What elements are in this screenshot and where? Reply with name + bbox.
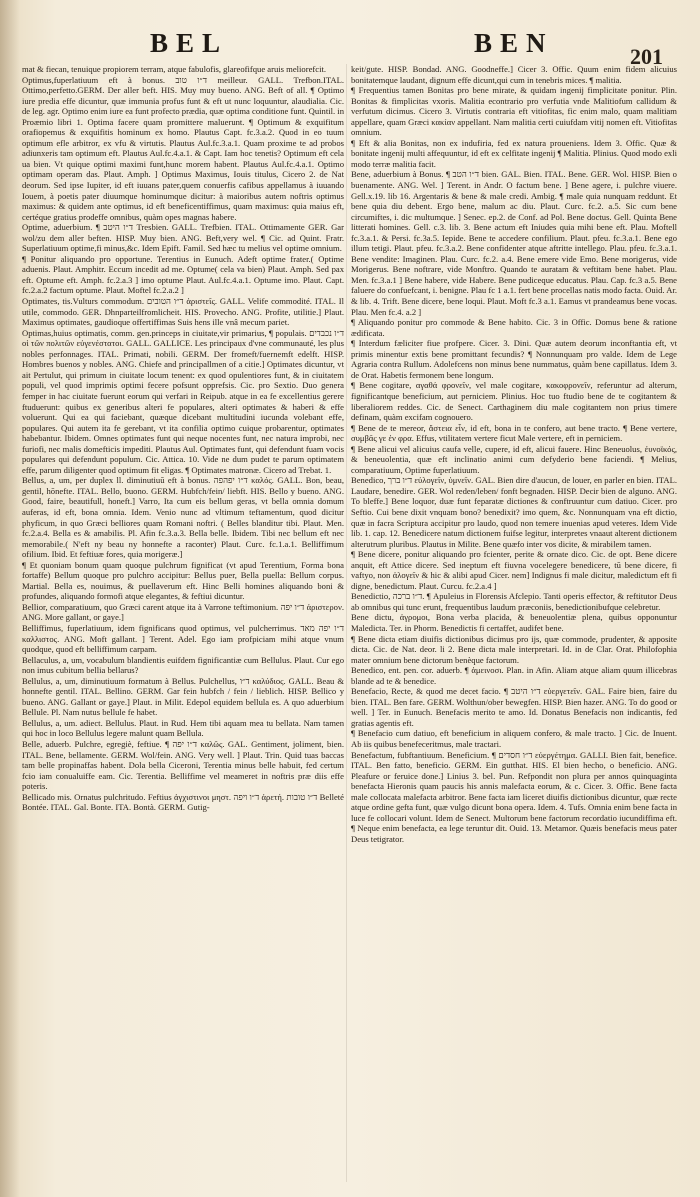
entry-paragraph: Bellus, a, um, per duplex ll. diminutiuū eft à bonus. ד״ו יפהפה καλός. GALL. Bon, beau, gentil, hōnefte. ITAL. Bello, buono. GERM. Hubfch/fein/ liebft. HIS. Bello y bueno. ANG. Good, faire, beautifull, honeft.] Varro, Ita cum eis bellum geras, vt bella omnia domum auferas, id eft, bona omnia. Idem. Venio nunc ad vltimum teftamentum, quod dicitur phyficum, in quo Græci belliores quam Romani noftri. ( Belles blanditur tibi. Plaut. Men. fc.2.a.4. Bella es & amabilis. Pl. Afin fc.3.a.3. Bella belle. Ibidem. Tibi nec bellum eft nec memorabile.( N'eft ny beau ny honnefte a raconter) Plaut. Curc. fc.1.a.1. Belliffimum ofilium. Ibid. Et feftiuæ fores, quia morigeræ.] — [22, 475, 344, 560]
entry-paragraph: ¶ Aliquando ponitur pro commode & Bene habito. Cic. 3 in Offic. Domus bene & ratione ædificata. — [351, 317, 677, 338]
page-number: 201 — [630, 44, 663, 69]
entry-paragraph: Bene, aduerbium à Bonus. ¶ ד״ו הטב bien. GAL. Bien. ITAL. Bene. GER. Wol. HISP. Bien o buenamente. ANG. Wel. ] Terent. in Andr. O factum bene. ] Bene agere, i. pulchre viuere. Gell.x.19. lib 16. Argentaris & bene & male credi. Ambig. ¶ male quia nunquam reddunt. Et bene quia diu debent. Ergo bene, malum ac diu. Plaut. Curc. fc.2. a.5. Sic cum bene circumiftes, i. dic multumque. ] Senec. ep.2. de Conf. ad Pol. Bene doctus. Gell. Quinta Bene litterati homines. Gell. c.3. lib. 3. Bene actum eft Iniudes quia mihi bene eft. Plau. Moftell fc.3.a.1. & Persi. fc.3a.5. Iepide. Bene te accedere confilium. Plaut. pfeu. fc.3.a.1. Bene ego illum tetigi. Plaut. pfeu. fc.3.a.2. Bene confidenter atque aftritte intellego. Plau. pfeu. fc.3.a.1. Bene vendite: Imaginen. Plau. Curc. fc.2. a.4. Bene emere vide Emo. Bene morigerus, vide Morigerus. Bene noftrare, vide Monftro. Quando te auratam & veftitam bene habet. Plau. Men. fc.3.a.1 ] Bene habere, vide Habere. Bene pudiceque educatus. Plau. Cap. fc.3 a.5. Bene faluere do confuefcant, i. benigne. Plau fc 1 a.1. fert bene procellas natis modo facta. Ouid. Ar. & lib. 4. Trift. Bene dicere, bene loqui. Plaut. Moft fc.3 a.1. Eamus vt prandeamus bene vocas. Plau. Men fc.4. a.2 ] — [351, 169, 677, 317]
entry-paragraph: Optimas,huius optimatis, comm. gen.princeps in ciuitate,vir primarius, ¶ populais. ד״ו נכבדים οἱ τῶν πολιτῶν εὐγενέστατοι. GALL. GALLICE. Les principaux d'vne communauté, les plus nobles perfonnages. ITAL. Primati, nobili. GERM. Der fromeft/fuernemft edelft. HISP. Hombres buenos y nobles. ANG. Chiefe and principallmen of a citie.] Optimates dicuntur, vt ait Pertulut, qui primum in ciuitate locum tenent: ex quod opulentiores funt, & in ciuitatem populi, vel quod imprimis optimi fecere pofsunt opprefsis. Cic. pro Sextio. Duo genera femper in hac ciuitate fuerunt eorum qui verfari in Reipub. atque in ea fe excellentius gerere ftuduerunt: quibus ex generibus alteri fe populares, alteri optimates & haberi & effe voluerunt. Qui ea qui faciebant, quæque dicebant multitudini iucunda volebant effe, populares. Qui autem ita fe gerebant, vt ita confilia optimo cuique probarentur, optimates habebantur. Ibidem. Omnes optimates funt qui neque nocentes funt, nec natura improbi, nec furiofi, nec malis domefticis impediti. Plautus Aul. Optimates funt, qui defendunt fuam vocis populares qui defendunt populum. Cic. Attica. 10. Vide ne dum pudet te parum optimatem effe, parum diligenter quod optimum fit eligas. ¶ Optimates matronæ. Cicero ad Trebat. 1. — [22, 327, 344, 475]
entry-paragraph: Benedico, ד״ו ברך εὐλογεῖν, ὑμνεῖν. GAL. Bien dire d'aucun, de louer, en parler en bien. ITAL. Laudare, benedire. GER. Wol reden/leben/ fonft begnaden. HISP. Decir bien de alguno. ANG. To bleffe.] Bene loquor, duæ funt feparatæ dictiones & conftruuntur cum datiuo. Cicer. pro Seftio. Cui bene dixit vnquam bono? benedixit? imo quem, &c. Nonnunquam vna eft dictio, quæ in facra Scriptura accipitur pro laudo, quod non temere inuenias apud veteres. Idem Vide lib. 1. cap. 12. Benedicere natum dictionem fuifse legitur, interpretes vnaaut alterent dictionem alterutrum pluribus. Plautus in Milite. Bene quæfo inter vos dicite, & mirabilem tamen. — [351, 475, 677, 549]
entry-paragraph: Belliffimus, fuperlatiuum, idem fignificans quod optimus, vel pulcherrimus. ד״ו יפה מאד καλλιστος. ANG. Moft gallant. ] Terent. Adel. Ego iam profpiciam mihi atque vnum quodque, quod eft belliffimum carpam. — [22, 622, 344, 655]
entry-paragraph: ¶ Bene alicui vel alicuius caufa velle, cupere, id eft, alicui fauere. Hinc Beneuolus, ἐυνοϊκός, & beneuolentia, quæ eft inclinatio animi cum defyderio bene faciendi. ¶ Melius, comparatiuum, Optime fuperlatiuum. — [351, 443, 677, 475]
entry-paragraph: Bellulus, a, um. adiect. Bellulus. Plaut. in Rud. Hem tibi aquam mea tu bellata. Nam tamen qui hoc in loco Bellulus legere malunt quam Bellula. — [22, 717, 344, 739]
entry-paragraph: Benefactum, fubftantiuum. Beneficium. ¶ ד״ו חסדים εὐεργέτημα. GALLI. Bien fait, benefice. ITAL. Ben fatto, beneficio. GERM. Ein gutthat. HIS. El bien hecho, o beneficio. ANG. Pleafure or feruice done.] Linius 3. bel. Pun. Refpondit non plura per annos quinquaginta benefacta Hieronis quam paucis his annis malefacta eorum, & c. Cicer. 3. Offic. Bene facta male collocata malefacta arbitror. Bene facta iam liceret diuifis dictionibus dicuntur, quæ recte atque ordine gefta funt, quæ vulgo dicunt bona opera. Idem. 4. Tufs. Omnia enim bene facta in luce fe collocari volunt. Idem de Senect. Multorum bene factorum recordatio iucundiffima eft. ¶ Neque enim benefacta, ea lege teruntur dit. Ouid. 13. Metamor. Quæis benefacis meus pater Deus tetigrator. — [351, 749, 677, 844]
entry-paragraph: ¶ Interdum fæliciter fiue profpere. Cicer. 3. Dini. Quæ autem deorum inconftantia eft, vt primis minentur extis bene promittant fecundis? ¶ Nonnunquam pro valde. Idem de Lege Agraria contra Rullum. Adolefcens non minus bene nummatus, quàm bene capillatus. Idem 3. de Orat. Habetis fermonem bene longum. — [351, 338, 677, 380]
entry-paragraph: Optime, aduerbium. ¶ ד״ו היטב Tresbien. GALL. Trefbien. ITAL. Ottimamente GER. Gar wol/zu dem aller beften. HISP. Muy bien. ANG. Beft,very wel. ¶ Cic. ad Quint. Fratr. Superlatiuum optime,fi minus,&c. Idem Epift. Famil. Sed hæc tu melius vel optime omnium. — [22, 222, 344, 254]
entry-paragraph: Benedico, ent. pen. cor. aduerb. ¶ ἀμεινοσι. Plan. in Afin. Aliam atque aliam quum illicebras blande ad te & benedice. — [351, 665, 677, 686]
entry-paragraph: Bellulus, a, um, diminutiuum formatum à Bellus. Pulchellus, ד״ו καλύδιος. GALL. Beau & honnefte gentil. ITAL. Bellino. GERM. Gar fein hubfch / fein / lieblich. HISP. Bellico y bueno. ANG. Gallant or gaye.] Plaut. in Milit. Edepol equidem bellula es. A quo aduerbium Bellule. Pl. Nam nutus bellule fe habet. — [22, 675, 344, 718]
entry-paragraph: ¶ Bene de te mereor, ἄστεια εἶν, id eft, bona in te confero, aut bene tracto. ¶ Bene vertere, συμβᾶς γε ἐν φρα. Effus, vtilitatem vertere ficut Male vertere, eft in perniciem. — [351, 422, 677, 444]
entry-paragraph: Optimates, tis.Vulturs commodum. ד״ו הטובים ἀριστεῖς. GALL. Velife commodité. ITAL. Il utile, commodo. GER. Dhnparteilfromlicheit. HIS. Provecho. ANG. Profite, utilitie.] Plaut. Maximus optimates, gaudioque offertiffimas Suis hens ille vnâ mecum pariet. — [22, 296, 344, 328]
column-divider — [346, 64, 347, 1182]
entry-paragraph: ¶ Benefacio cum datiuo, eft beneficium in aliquem confero, & male tracto. ] Cic. de Inuent. Ab iis quibus benefeceritmus, male tractari. — [351, 728, 677, 749]
entry-paragraph: Bellaculus, a, um, vocabulum blandientis euifdem fignificantiæ cum Bellulus. Plaut. Cur ego non imus cubitum bellia bellarus? — [22, 654, 344, 676]
entry-paragraph: Benefacio, Recte, & quod me decet facio. ¶ ד״ו היטב εὐεργετεῖν. GAL. Faire bien, faire du bien. ITAL. Ben fare. GERM. Wolthun/ober bewegfen. HISP. Bien hazer. ANG. To do good or well. ] Ter. in Eunuch. Benefacis merito te amo. Id. Donatus Benefacis non indicantis, fed gratias agentis eft. — [351, 686, 677, 728]
entry-paragraph: Bellior, comparatiuum, quo Græci carent atque ita à Varrone teftimonium. ד״ו יפה ἀριστερον. ANG. More gallant, or gaye.] — [22, 601, 344, 623]
left-column — [22, 64, 344, 1184]
entry-paragraph: ¶ Frequentius tamen Bonitas pro bene mirate, & quidam ingenij fimplicitate ponitur. Plin. Bonitas & fimplicitas vxoris. Malitia econtrario pro verfutia vnde Malitiofum callidum & verfutum dicimus. Cicero 3. Virtutis contraria eft vitiofitas, fic enim malo, quam malitiam appellare, quam Græci κακίαν appellant. Nam malitia certi cuiufdam vitij nomen eft. Vitiofitas omnium. — [351, 85, 677, 138]
running-head-right: BEN — [474, 28, 554, 58]
entry-paragraph: Belle, aduerb. Pulchre, egregiè, feftiue. ¶ ד״ו יפה καλῶς. GAL. Gentiment, joliment, bien. ITAL. Bene, bellamente. GERM. Wol/fein. ANG. Very well. ] Plaut. Trin. Quid tuas baccas tam belle propinaffas habent. Dola bella Ciceroni, Terentia minus belle habuit, fed certum fcio iam conualuiffe eam. Cic. Terentia. Belliffime vel meameret in noftris præ diis effe poteris. — [22, 739, 344, 792]
right-column — [351, 64, 677, 1184]
running-head-left: BEL — [150, 28, 229, 58]
entry-paragraph: ¶ Ponitur aliquando pro opportune. Terentius in Eunuch. Adeft optime frater.( Optime aduenis. Plaut. Amphitr. Eccum incedit ad me. Optume( cela va bien) Plaut. Amph. Sed pax eft. Optume eft. Amph. fc.2.a.3 ] imo optume Plaut. Aul.fc.4.a.1. Optume imo. Plaut. Capt. fc.2.a.2 factum optume. Plaut. Moftel fc.2.a.2 ] — [22, 253, 344, 296]
entry-paragraph: Bene dictu, ἀγρομοι, Bona verba placida, & beneuolentiæ plena, quibus opponuntur Maledicta. Ter. in Phorm. Benedictis fi certaffet, audifet bene. — [351, 612, 677, 633]
entry-paragraph: mat & fiecan, tenuique propiorem terram, atque fabulofis, glareofifque aruis meliorefcit. — [22, 64, 327, 74]
entry-paragraph: Bellicado mis. Ornatus pulchritudo. Feftius ἀγχιστινοι μηστ. ד״ו ויפה ἀρετή. ד״ו טובות Belleté Bontée. ITAL. Gal. Bonte. ITA. Bontà. GERM. Gutig- — [22, 791, 344, 813]
binding-gutter-shadow — [0, 0, 20, 1197]
entry-paragraph: ¶ Eft & alia Bonitas, non ex indufiria, fed ex natura proueniens. Idem 3. Offic. Quæ & bonitate ingenij multi affequuntur, id eft ex celfitate ingenij ¶ Malitia. Plinius. Quod modo exli modo terræ malitia facit. — [351, 137, 677, 169]
entry-paragraph: ¶ Bene dicere, ponitur aliquando pro fcienter, perite & ornate dico. Cic. de opt. Bene dicere anquit, eft Attice dicere. Sed ineptum eft fiuvna vocelegere benedicere, tū bene dicere, fi vaftyo, non ἀλογεῖν & hic & alibi apud Cicer. nem] Indignus fi male dicitur, maledictum eft fi digne, benedictum. Plaut. Curcu. fc.2.a.4 ] — [351, 549, 677, 591]
entry-paragraph: ¶ Et quoniam bonum quam quoque pulchrum fignificat (vt apud Terentium, Forma bona fortaffe) Bellum quoque pro pulchro accipitur: Bellus puer, Bella puella: Bellum corpus. Martial. Bella es, nouimus, & puellaverum eft. Hinc Belli homines aliquando boni & profundes, aliquando formofi atque elegantes, & feftiui dicuntur. — [22, 559, 344, 602]
entry-paragraph: keit/gute. HISP. Bondad. ANG. Goodneffe.] Cicer 3. Offic. Quum enim fidem alicuius bonitatemque laudant, dignum effe dicunt,qui cum in tenebris mices. ¶ malitia. — [351, 64, 677, 85]
entry-paragraph: ¶ Bene cogitare, αγαθά φρονεῖν, vel male cogitare, κακοφρονεῖν, referuntur ad alterum, fignificantque beneficium, aut perniciem. Plinius. Hoc tuo ftudio bene de te cogitantem & liberaliorem reddes. Cic. de Senect. Carthaginem diu male cogitantem non prius timere definam, quàm excifam cognouero. — [351, 380, 677, 423]
entry-paragraph: ¶ Bene dicta etiam diuifis dictionibus dicimus pro ijs, quæ commode, prudenter, & apposite dicta. Cic. de Nat. deor. li 2. Bene dicta male interpretari. Id. in de Clar. Orat. Philofophia mater omnium bene dictorum benèque factorum. — [351, 633, 677, 665]
entry-paragraph: Benedictio, ד״ו ברכה. ¶ Apuleius in Florensis Afclepio. Tanti operis effector, & reftitutor Deus ab omnibus qui tunc erunt, frequentibus laudum præconiis, benedictionibufque celebretur. — [351, 591, 677, 612]
entry-paragraph: Optimus,fuperlatiuum eft à bonus. ד״ו טוב meilleur. GALL. Trefbon.ITAL. Ottimo,perfetto.GERM. Der aller beft. HIS. Muy muy bueno. ANG. Beft of all. ¶ Optimo iure predia effe dicuntur, quæ immunia profus funt & eft ut nunc loquuntur, alaudialia. Cic. de leg. agr. Optimo enim iure ea funt profecto prædia, quæ optima conditione funt. Quintil. in Proæmio libri 1. Optima facere quam promittere maluerunt. ¶ Optimum & exquifitum orafiopemus & exquifitis hominum ex homo. Plautus Capt. fc.3.a.2. Quod in eo tuum optimum efle arbitror, ex vfu & virtutis. Plautus Aul.fc.3.a.1. Quam proxime te ad probos adiunxeris tam optimum eft. Plautus Aul.fc.4.a.1. & Capt. Iam hoc tenetis? Optimum eft cela ua bien. Vt quique optimi maximi funt,hunc morem habent. Plautus Aul.fc.4.a.1. Optimo optimam operam das. Plaut. Amph. ] Optimus Maximus, Iouis titulus, Cicero 2. de Nat deorum. Sed ipse Iupiter, id eft iuuans pater,quem conuerfis cafibus appellamus à iuuando Iouem, à poetis pater diuumque hominumque dicitur: à maioribus autem noftris optimus maximus: & quidem ante optimus, id eft beneficentiffimus, quam maximus: quia maius eft, certéque gratius prodeffe omnibus, quàm opes magnas habere. — [22, 74, 344, 222]
